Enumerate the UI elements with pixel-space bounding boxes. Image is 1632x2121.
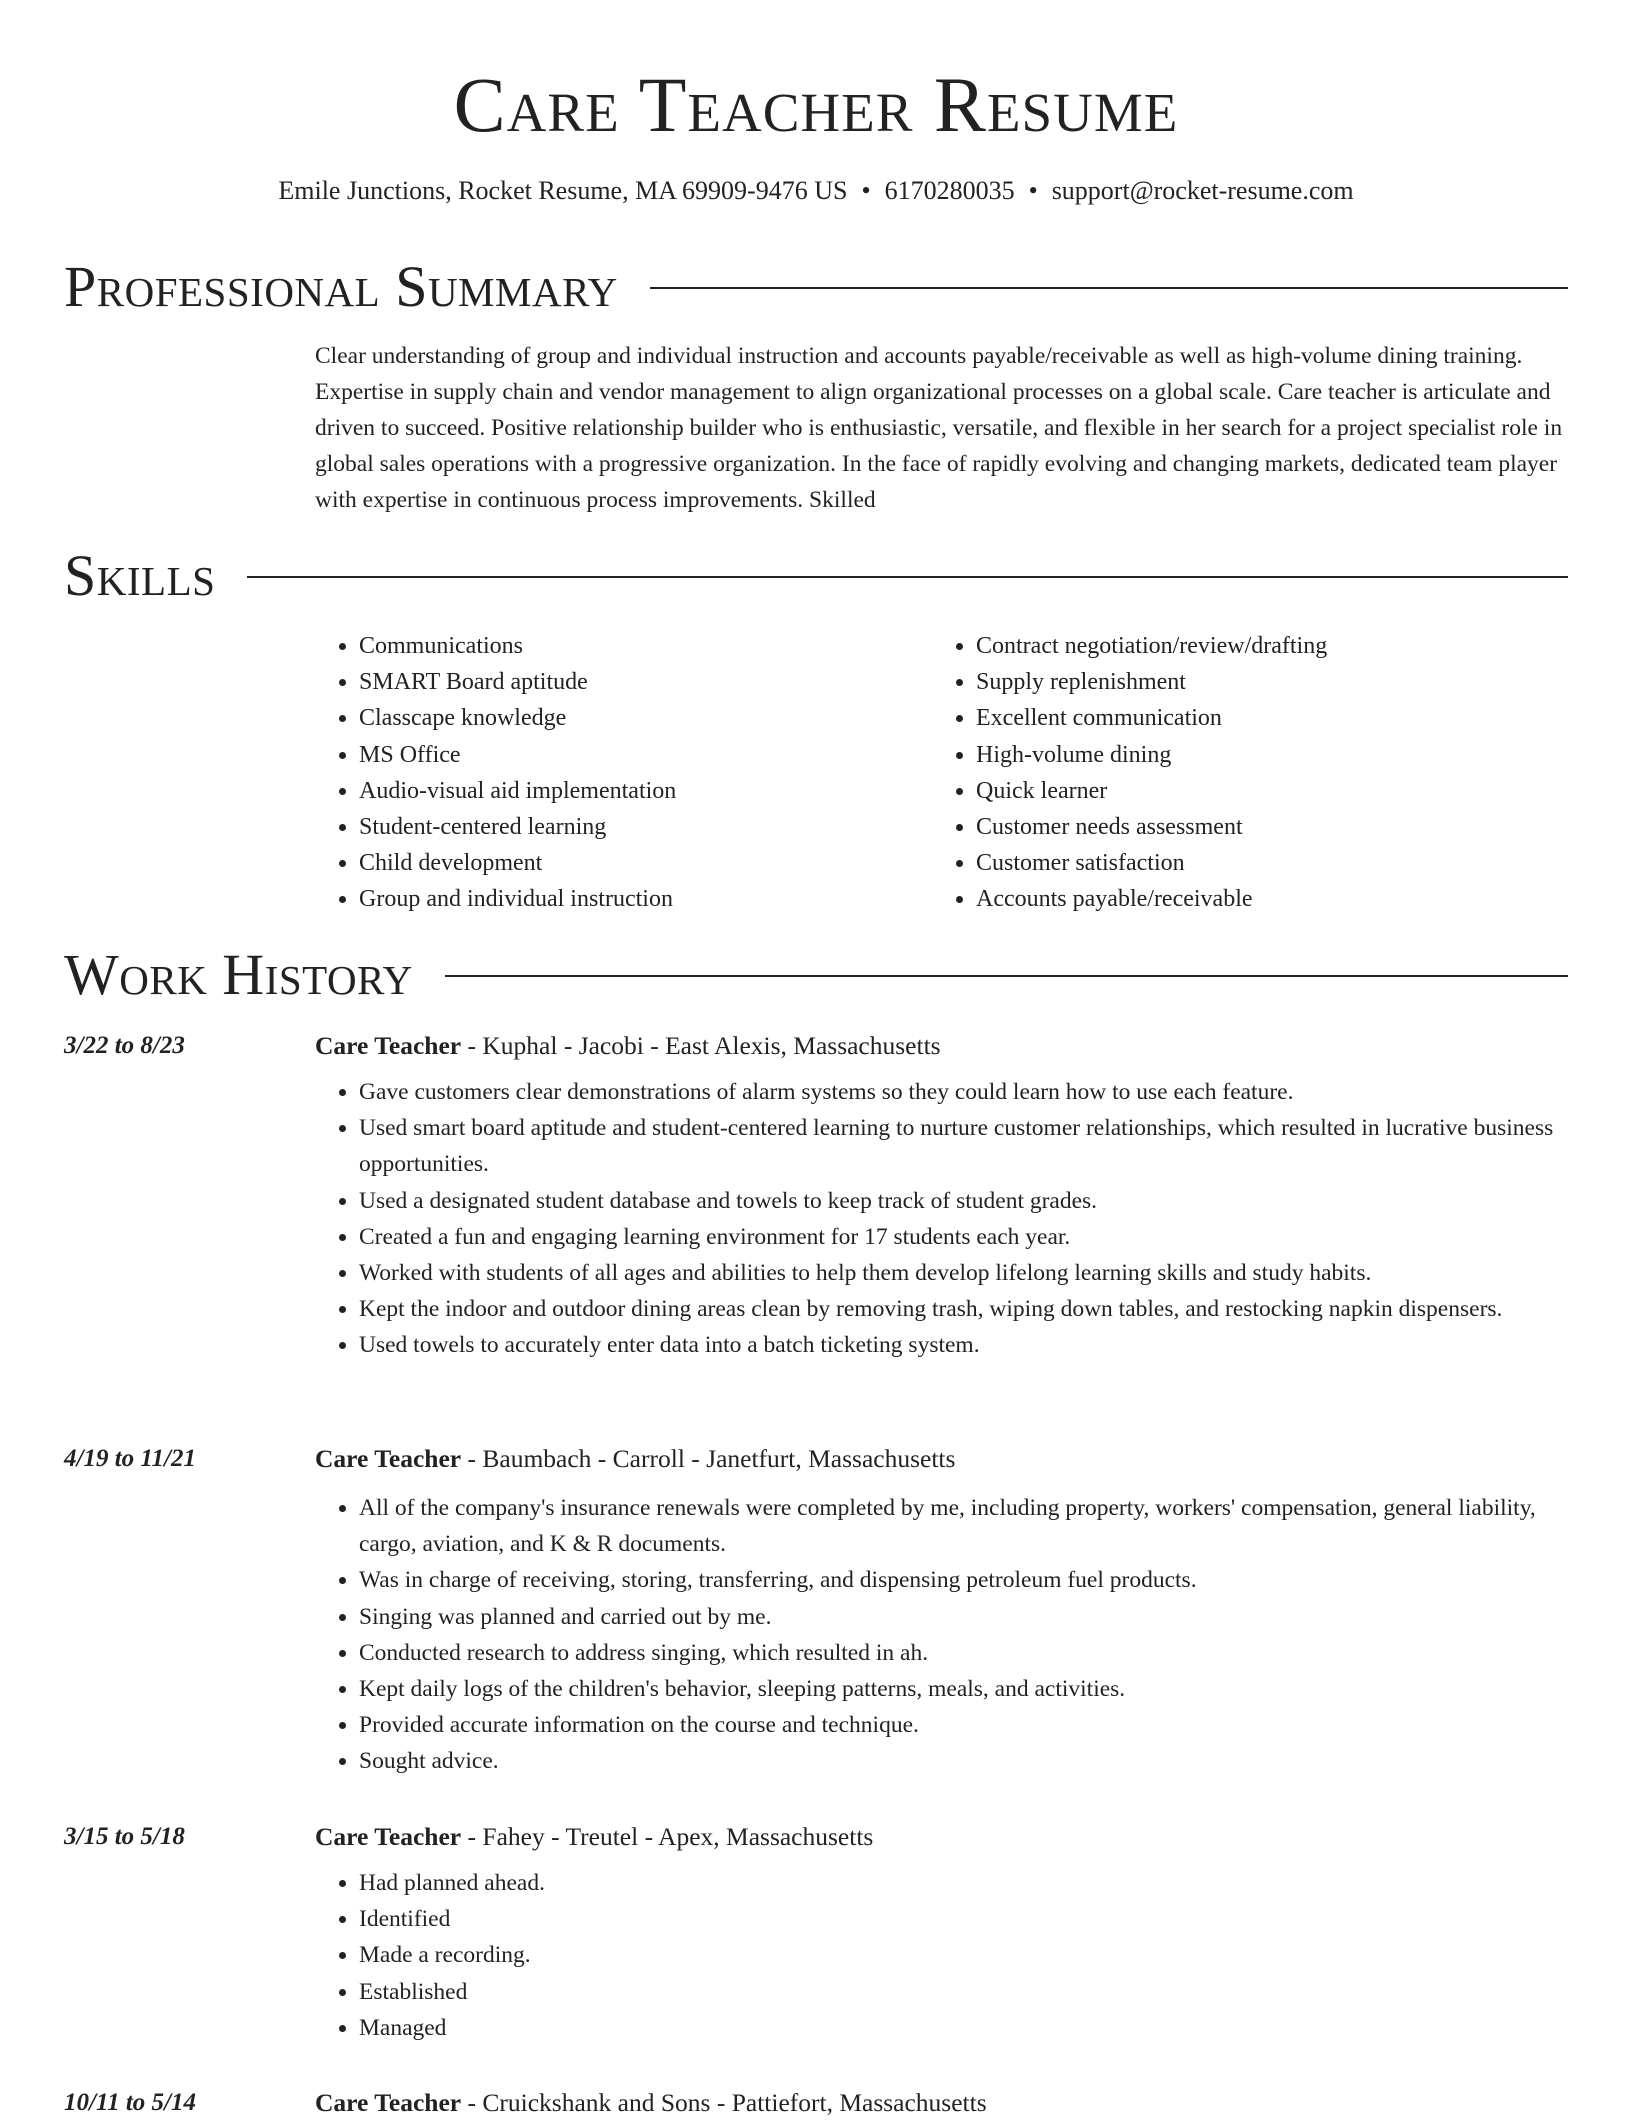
- section-divider: [445, 975, 1568, 977]
- skill-item: • Child development: [359, 845, 932, 881]
- summary-text: Clear understanding of group and individual instruction and accounts payable/receivable as well as high-volume dining training. Expertise in supply chain and vendor management to align organizational processes on a global scale. Care teacher is articulate and driven to succeed. Positive relationship builder who is enthusiastic, versatile, and flexible in her search for a project specialist role in global sales operations with a progressive organization. In the face of rapidly evolving and changing markets, dedicated team player with expertise in continuous process improvements. Skilled: [315, 343, 1563, 513]
- job-dates: 10/11 to 5/14: [64, 2089, 196, 2116]
- job-role: Care Teacher: [315, 2088, 462, 2117]
- job-title-line: [315, 1028, 941, 1064]
- job-bullet: • Singing was planned and carried out by me.: [359, 1599, 1570, 1635]
- job-bullet: • Used smart board aptitude and student-centered learning to nurture customer relationships, which resulted in lucrative business opportunities.: [359, 1110, 1570, 1182]
- job-bullet: • Established: [359, 1974, 1570, 2010]
- job-bullet: • Provided accurate information on the course and technique.: [359, 1707, 1570, 1743]
- skill-item: • Classcape knowledge: [359, 700, 932, 736]
- job-role: Care Teacher: [315, 1822, 462, 1851]
- job-bullet: • Was in charge of receiving, storing, transferring, and dispensing petroleum fuel products.: [359, 1562, 1570, 1598]
- job-bullets: [315, 1490, 1570, 1780]
- skill-item: • High-volume dining: [976, 737, 1549, 773]
- contact-separator: •: [1028, 176, 1038, 205]
- job-details: - Fahey - Treutel - Apex, Massachusetts: [461, 1822, 874, 1851]
- skill-item: • Quick learner: [976, 773, 1549, 809]
- contact-phone: 6170280035: [884, 176, 1015, 205]
- skill-item: • Audio-visual aid implementation: [359, 773, 932, 809]
- job-bullet: • Had planned ahead.: [359, 1865, 1570, 1901]
- skill-item: • SMART Board aptitude: [359, 664, 932, 700]
- skill-item: • MS Office: [359, 737, 932, 773]
- contact-line: [0, 174, 1632, 208]
- job-title-line: [315, 1441, 955, 1477]
- skill-item: • Student-centered learning: [359, 809, 932, 845]
- summary-section-header: [64, 252, 1568, 322]
- job-bullets: [315, 1865, 1570, 2046]
- resume-title: Care Teacher Resume: [453, 61, 1179, 148]
- job-bullet: • Conducted research to address singing, which resulted in ah.: [359, 1635, 1570, 1671]
- job-details: - Cruickshank and Sons - Pattiefort, Massachusetts: [461, 2088, 987, 2117]
- job-dates: 3/15 to 5/18: [64, 1823, 185, 1850]
- job-title-line: [315, 2085, 987, 2121]
- skill-item: • Customer needs assessment: [976, 809, 1549, 845]
- skills-list: [315, 628, 1575, 918]
- skills-column-left: [315, 628, 932, 918]
- section-divider: [650, 287, 1568, 289]
- job-bullet: • Gave customers clear demonstrations of alarm systems so they could learn how to use each feature.: [359, 1074, 1570, 1110]
- job-bullet: • Created a fun and engaging learning environment for 17 students each year.: [359, 1219, 1570, 1255]
- work-section-header: [64, 940, 1568, 1010]
- job-details: - Kuphal - Jacobi - East Alexis, Massachusetts: [461, 1031, 941, 1060]
- job-bullet: • Made a recording.: [359, 1937, 1570, 1973]
- job-bullet: • Kept daily logs of the children's behavior, sleeping patterns, meals, and activities.: [359, 1671, 1570, 1707]
- skill-item: • Contract negotiation/review/drafting: [976, 628, 1549, 664]
- job-bullet: • Managed: [359, 2010, 1570, 2046]
- skills-section-header: [64, 541, 1568, 611]
- job-bullet: • Used towels to accurately enter data into a batch ticketing system.: [359, 1327, 1570, 1363]
- job-bullet: • Sought advice.: [359, 1743, 1570, 1779]
- work-heading: Work History: [64, 942, 413, 1007]
- job-bullets: [315, 1074, 1570, 1364]
- job-details: - Baumbach - Carroll - Janetfurt, Massachusetts: [461, 1444, 956, 1473]
- skills-column-right: [932, 628, 1549, 918]
- job-role: Care Teacher: [315, 1031, 462, 1060]
- contact-separator: •: [861, 176, 871, 205]
- job-bullet: • All of the company's insurance renewals were completed by me, including property, workers' compensation, general liability, cargo, aviation, and K & R documents.: [359, 1490, 1570, 1562]
- contact-address: Emile Junctions, Rocket Resume, MA 69909-9476 US: [278, 176, 848, 205]
- skill-item: • Excellent communication: [976, 700, 1549, 736]
- job-dates: 3/22 to 8/23: [64, 1032, 185, 1059]
- section-divider: [247, 576, 1568, 578]
- skill-item: • Communications: [359, 628, 932, 664]
- job-dates: 4/19 to 11/21: [64, 1445, 196, 1472]
- skills-heading: Skills: [64, 543, 216, 608]
- summary-heading: Professional Summary: [64, 254, 618, 319]
- contact-email: support@rocket-resume.com: [1051, 176, 1354, 205]
- job-bullet: • Worked with students of all ages and abilities to help them develop lifelong learning skills and study habits.: [359, 1255, 1570, 1291]
- skill-item: • Accounts payable/receivable: [976, 881, 1549, 917]
- skill-item: • Supply replenishment: [976, 664, 1549, 700]
- job-bullet: • Identified: [359, 1901, 1570, 1937]
- job-role: Care Teacher: [315, 1444, 462, 1473]
- skill-item: • Group and individual instruction: [359, 881, 932, 917]
- job-bullet: • Used a designated student database and towels to keep track of student grades.: [359, 1183, 1570, 1219]
- job-bullet: • Kept the indoor and outdoor dining areas clean by removing trash, wiping down tables, and restocking napkin dispensers.: [359, 1291, 1570, 1327]
- job-title-line: [315, 1819, 873, 1855]
- skill-item: • Customer satisfaction: [976, 845, 1549, 881]
